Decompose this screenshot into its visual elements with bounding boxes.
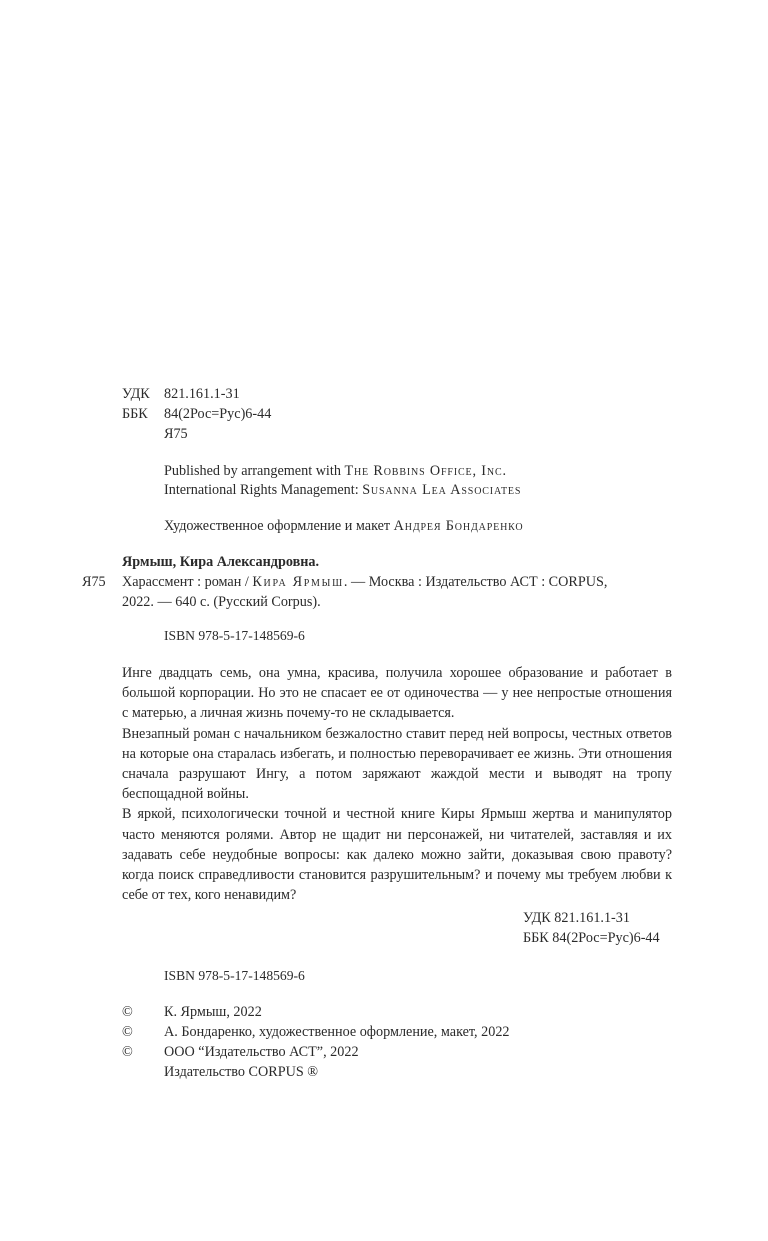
catalog-author-mark: Я75 [82, 574, 106, 590]
bbk-label: ББК [122, 406, 148, 422]
rights-agency-1: The Robbins Office, Inc. [344, 463, 507, 479]
annotation [122, 663, 672, 905]
rights-line-1-prefix: Published by arrangement with [164, 463, 345, 479]
designer-name: Андрея Бондаренко [393, 518, 524, 534]
rights-line-2-prefix: International Rights Management: [164, 482, 363, 498]
author-mark: Я75 [164, 426, 188, 442]
bottom-udk: УДК 821.161.1-31 [523, 910, 630, 926]
copyright-text: А. Бондаренко, художественное оформление, макет, 2022 [164, 1024, 510, 1040]
publisher-imprint: Издательство CORPUS ® [164, 1064, 319, 1080]
rights-line-1 [164, 462, 507, 481]
catalog-title: Харассмент : роман / [122, 574, 253, 590]
rights-line-2 [164, 481, 521, 500]
design-credit [164, 517, 524, 536]
catalog-author-heading: Ярмыш, Кира Александровна. [122, 554, 320, 570]
copyright-symbol: © [122, 1004, 133, 1020]
annotation-paragraph: Внезапный роман с начальником безжалостно ставит перед ней вопросы, честных ответов на которые она старалась избегать, и полностью переворачивает ее жизнь. Эти отношения сначала разрушают Ингу, а потом заряжают жаждой мести и выводят на тропу беспощадной войны. [122, 725, 672, 803]
copyright-symbol: © [122, 1044, 133, 1060]
rights-agency-2: Susanna Lea Associates [362, 482, 522, 498]
annotation-paragraph: В яркой, психологически точной и честной книге Киры Ярмыш жертва и манипулятор часто меняются ролями. Автор не щадит ни персонажей, ни читателей, заставляя и их задавать себе неудобные вопросы: как далеко можно зайти, доказывая свою правоту? когда поиск справедливости становится разрушительным? и почему мы требуем любви к себе от тех, кого ненавидим? [122, 806, 672, 904]
catalog-line-2: 2022. — 640 с. (Русский Corpus). [122, 594, 321, 610]
copyright-text: К. Ярмыш, 2022 [164, 1004, 262, 1020]
catalog-isbn: ISBN 978-5-17-148569-6 [164, 628, 305, 643]
bottom-bbk: ББК 84(2Рос=Рус)6-44 [523, 930, 660, 946]
copyright-text: ООО “Издательство АСТ”, 2022 [164, 1044, 359, 1060]
catalog-line-1 [122, 573, 607, 592]
udk-value: 821.161.1-31 [164, 386, 240, 402]
udk-label: УДК [122, 386, 150, 402]
copyright-symbol: © [122, 1024, 133, 1040]
annotation-paragraph: Инге двадцать семь, она умна, красива, получила хорошее образование и работает в большой корпорации. Но это не спасает ее от одиночества — у нее непростые отношения с матерью, а личная жизнь почему-то не складывается. [122, 665, 672, 722]
design-credit-prefix: Художественное оформление и макет [164, 518, 394, 534]
bbk-value: 84(2Рос=Рус)6-44 [164, 406, 272, 422]
bottom-isbn: ISBN 978-5-17-148569-6 [164, 968, 305, 983]
catalog-author: Кира Ярмыш [252, 574, 344, 590]
catalog-publisher: . — Москва : Издательство АСТ : CORPUS, [343, 574, 608, 590]
